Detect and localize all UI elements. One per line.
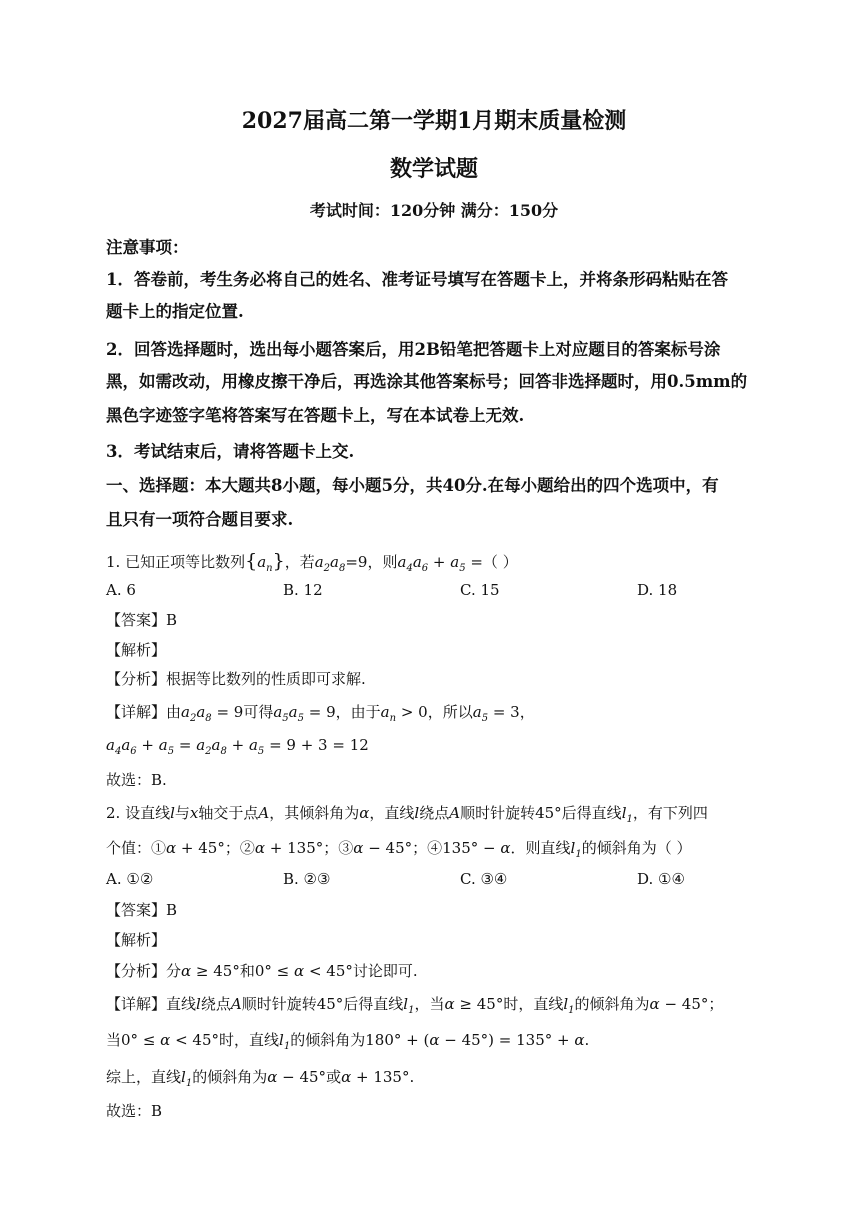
question-1-detail: 【详解】由$a_2a_8 = 9$可得$a_5a_5 = 9$，由于$a_n > 0$，所以$a_5 = 3$，	[106, 703, 535, 724]
question-2-answer: 【答案】B	[106, 901, 178, 919]
question-1-option-b: B. 12	[283, 581, 323, 599]
question-2-option-d: D. ①④	[637, 870, 685, 888]
notice-heading: 注意事项：	[106, 238, 189, 257]
exam-info: 考试时间：120分钟 满分：150分	[309, 201, 559, 220]
question-1-analysis: 【分析】根据等比数列的性质即可求解.	[106, 670, 366, 688]
question-1-conclusion: 故选：B.	[106, 771, 167, 789]
notice-line: 黑，如需改动，用橡皮擦干净后，再选涂其他答案标号；回答非选择题时，用0.5mm的	[106, 372, 748, 391]
question-2-detail-2: 当0° ≤ α < 45°时，直线$l_1$的倾斜角为180° + (α − 45°) = 135° + α.	[106, 1031, 590, 1052]
question-1-option-c: C. 15	[460, 581, 500, 599]
question-2-summary: 综上，直线$l_1$的倾斜角为α − 45°或α + 135°.	[106, 1068, 415, 1089]
question-2-analysis-heading: 【解析】	[106, 931, 167, 949]
question-1-option-d: D. 18	[637, 581, 678, 599]
question-2-values: 个值：①α + 45°；②α + 135°；③α − 45°；④135° − α．则直线$l_1$的倾斜角为（ ）	[106, 839, 692, 860]
question-1-option-a: A. 6	[106, 581, 136, 599]
exam-subtitle: 数学试题	[389, 156, 478, 182]
question-2-option-a: A. ①②	[106, 870, 154, 888]
question-2-stem: 2. 设直线l与x轴交于点A，其倾斜角为α，直线l绕点A顺时针旋转45°后得直线$l_1$，有下列四	[106, 804, 708, 825]
notice-line: 2．回答选择题时，选出每小题答案后，用2B铅笔把答题卡上对应题目的答案标号涂	[106, 340, 721, 359]
question-2-option-b: B. ②③	[283, 870, 331, 888]
question-1-analysis-heading: 【解析】	[106, 641, 167, 659]
question-2-detail: 【详解】直线l绕点A顺时针旋转45°后得直线$l_1$，当α ≥ 45°时，直线$l_1$的倾斜角为α − 45°；	[106, 995, 724, 1016]
question-1-answer: 【答案】B	[106, 611, 178, 629]
question-2-conclusion: 故选：B	[106, 1102, 163, 1120]
section-heading: 且只有一项符合题目要求.	[106, 510, 294, 529]
question-1-stem: 1. 已知正项等比数列$\{a_n\}$，若$a_2a_8=9$，则$a_4a_6 + a_5$ =（ ）	[106, 550, 518, 574]
question-1-equation: $a_4a_6 + a_5 = a_2a_8 + a_5 = 9 + 3 = 12$	[106, 736, 369, 757]
question-2-analysis: 【分析】分α ≥ 45°和0° ≤ α < 45°讨论即可.	[106, 962, 418, 980]
notice-line: 黑色字迹签字笔将答案写在答题卡上，写在本试卷上无效.	[106, 406, 525, 425]
notice-line: 3．考试结束后，请将答题卡上交.	[106, 442, 355, 461]
section-heading: 一、选择题：本大题共8小题，每小题5分，共40分.在每小题给出的四个选项中，有	[106, 476, 719, 495]
notice-line: 题卡上的指定位置.	[106, 302, 244, 321]
notice-line: 1．答卷前，考生务必将自己的姓名、准考证号填写在答题卡上，并将条形码粘贴在答	[106, 270, 728, 289]
exam-title: 2027届高二第一学期1月期末质量检测	[241, 108, 627, 134]
question-2-option-c: C. ③④	[460, 870, 508, 888]
